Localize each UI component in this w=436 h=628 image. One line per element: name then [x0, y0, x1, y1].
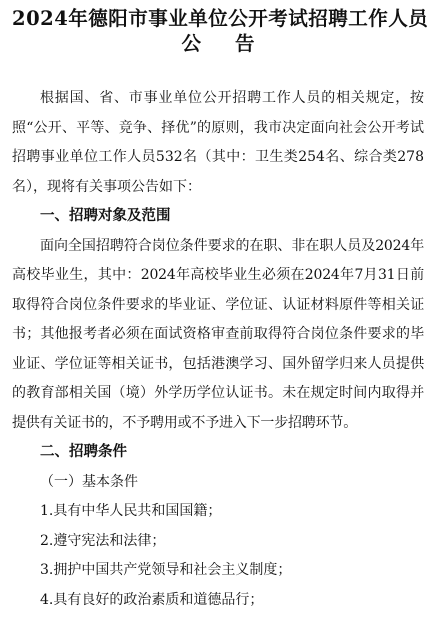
- announcement-title: 2024年德阳市事业单位公开考试招聘工作人员: [12, 7, 429, 30]
- condition-item: 2.遵守宪法和法律；: [40, 532, 166, 549]
- section2-heading: 二、招聘条件: [40, 444, 127, 460]
- section1-heading: 一、招聘对象及范围: [40, 208, 171, 224]
- section2-subheading: （一）基本条件: [40, 473, 138, 490]
- condition-item: 4.具有良好的政治素质和道德品行；: [40, 591, 264, 608]
- section1-paragraph: 面向全国招聘符合岗位条件要求的在职、非在职人员及2024年高校毕业生，其中：2024年高校毕业生必须在2024年7月31日前取得符合岗位条件要求的毕业证、学位证、认证材料原件等相关证书；其他报考者必须在面试资格审查前取得符合岗位条件要求的毕业证、学位证等相关证书，包括港澳学习、国外留学归来人员提供的教育部相关国（境）外学历学位认证书。未在规定时间内取得并提供有关证书的，不予聘用或不予进入下一步招聘环节。: [12, 237, 424, 431]
- announcement-title-sub: 公告: [181, 32, 289, 55]
- intro-paragraph: 根据国、省、市事业单位公开招聘工作人员的相关规定，按照“公开、平等、竞争、择优”的原则，我市决定面向社会公开考试招聘事业单位工作人员532名（其中：卫生类254名、综合类278名），现将有关事项公告如下：: [12, 90, 424, 195]
- condition-item: 1.具有中华人民共和国国籍；: [40, 503, 222, 519]
- condition-item: 3.拥护中国共产党领导和社会主义制度；: [40, 562, 292, 578]
